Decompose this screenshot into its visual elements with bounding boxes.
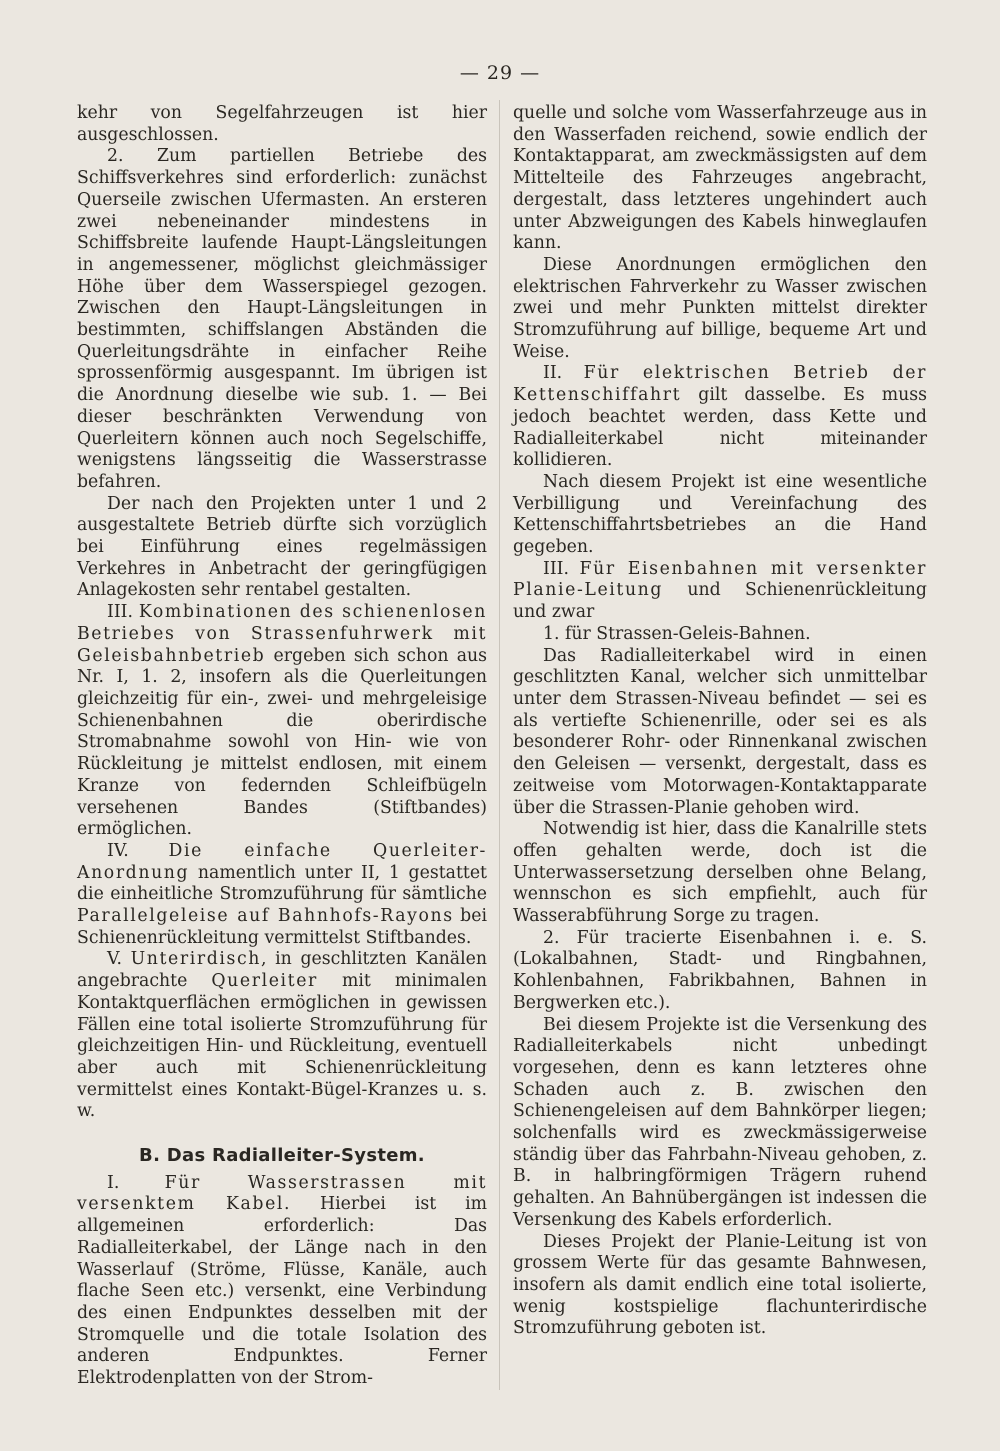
column-divider [499, 100, 500, 1390]
paragraph-text: mit minimalen Kontaktquerflächen ermöglichen in gewissen Fällen eine total isolierte Stromzuführung für gleichzeitigen Hin- und Rückleitung, eventuell aber auch mit Schienenrückleitung vermittelst eines Kontakt-Bügel-Kranzes u. s. w. [77, 971, 487, 1122]
paragraph-text: bei Schienenrückleitung vermittelst Stiftbandes. [77, 906, 487, 948]
paragraph [513, 559, 927, 624]
paragraph-text: gilt dasselbe. Es muss jedoch beachtet werden, dass Kette und Radialleiterkabel nicht miteinander kollidieren. [513, 385, 927, 471]
paragraph [77, 602, 487, 841]
emphasized-text: Parallelgeleise auf Bahnhofs-Rayons [77, 906, 454, 927]
paragraph: 1. für Strassen-Geleis-Bahnen. [543, 623, 811, 644]
paragraph: Nach diesem Projekt ist eine wesentliche Verbilligung und Vereinfachung des Kettenschiffahrtsbetriebes an die Hand gegeben. [513, 471, 927, 558]
emphasized-text: Querleiter [211, 971, 318, 992]
paragraph [77, 949, 487, 1123]
paragraph-lead: II. [543, 363, 584, 384]
paragraph: 2. Zum partiellen Betriebe des Schiffsverkehres sind erforderlich: zunächst Querseile zwischen Ufermasten. An ersteren zwei nebeneinander mindestens in Schiffsbreite laufende Haupt-Längsleitungen in angemessener, möglichst gleichmässiger Höhe über dem Wasserspiegel gezogen. Zwischen den Haupt-Längsleitungen in bestimmten, schiffslangen Abständen die Querleitungsdrähte in einfacher Reihe sprossenförmig ausgespannt. Im übrigen ist die Anordnung dieselbe wie sub. 1. — Bei dieser beschränkten Verwendung von Querleitern können auch noch Segelschiffe, wenigstens längsseitig die Wasserstrasse befahren. [77, 146, 487, 492]
paragraph-text: namentlich unter II, 1 gestattet die einheitliche Stromzuführung für sämtliche [77, 862, 487, 905]
right-column [513, 103, 927, 1340]
paragraph-text: ergeben sich schon aus Nr. I, 1. 2, insofern als die Querleitungen gleichzeitig für ein-, zwei- und mehrgeleisige Schienenbahnen die oberirdische Stromabnahme sowohl von Hin- wie von Rückleitung je mittelst endlosen, mit einem Kranze von federnden Schleifbügeln versehenen Bandes (Stiftbandes) ermöglichen. [77, 645, 487, 840]
paragraph: Diese Anordnungen ermöglichen den elektrischen Fahrverkehr zu Wasser zwischen zwei und mehr Punkten mittelst direkter Stromzuführung auf billige, bequeme Art und Weise. [513, 254, 927, 362]
emphasized-text: Unterirdisch [130, 949, 261, 970]
paragraph-text: Hierbei ist im allgemeinen erforderlich: Das Radialleiterkabel, der Länge nach in den Wasserlauf (Ströme, Flüsse, Kanäle, auch flache Seen etc.) versenkt, eine Verbindung des einen Endpunktes desselben mit der Stromquelle und die totale Isolation des anderen Endpunktes. Ferner Elektrodenplatten von der Strom- [77, 1194, 487, 1389]
paragraph: Notwendig ist hier, dass die Kanalrille stets offen gehalten werde, doch ist die Unterwassersetzung derselben ohne Belang, wennschon es sich empfiehlt, auch für Wasserabführung Sorge zu tragen. [513, 819, 927, 927]
paragraph: kehr von Segelfahrzeugen ist hier ausgeschlossen. [77, 103, 487, 145]
paragraph [77, 841, 487, 950]
paragraph: quelle und solche vom Wasserfahrzeuge aus in den Wasserfaden reichend, sowie endlich der Kontaktapparat, am zweckmässigsten auf dem Mittelteile des Fahrzeuges angebracht, dergestalt, dass letzteres ungehindert auch unter Abzweigungen des Kabels hinweglaufen kann. [513, 103, 927, 254]
paragraph-lead: III. [543, 558, 580, 579]
section-heading: B. Das Radialleiter-System. [139, 1145, 425, 1167]
paragraph: Dieses Projekt der Planie-Leitung ist von grossem Werte für das gesamte Bahnwesen, insofern als damit endlich eine total isolierte, wenig kostspielige flachunterirdische Stromzuführung geboten ist. [513, 1231, 927, 1339]
page-number: — 29 — [459, 62, 541, 84]
left-column [77, 103, 487, 1390]
emphasized-text: Kombinationen des schienenlosen Betriebes von Strassenfuhrwerk mit Geleisbahnbetrieb [77, 602, 487, 666]
paragraph: Das Radialleiterkabel wird in einen geschlitzten Kanal, welcher sich unmittelbar unter dem Strassen-Niveau befindet — sei es als vertiefte Schienenrille, oder sei es als besonderer Rohr- oder Rinnenkanal zwischen den Geleisen — versenkt, dergestalt, dass es zeitweise vom Motorwagen-Kontaktapparate über die Strassen-Planie gehoben wird. [513, 645, 927, 818]
paragraph-lead: IV. [107, 840, 169, 861]
paragraph-lead: V. [107, 949, 131, 970]
paragraph-lead: III. [107, 602, 139, 623]
paragraph-text: , in geschlitzten Kanälen angebrachte [77, 949, 487, 992]
paragraph: 2. Für tracierte Eisenbahnen i. e. S. (Lokalbahnen, Stadt- und Ringbahnen, Kohlenbahnen, Fabrikbahnen, Bahnen in Bergwerken etc.). [513, 927, 927, 1013]
emphasized-text: Die einfache Querleiter-Anordnung [77, 840, 487, 883]
paragraph: Der nach den Projekten unter 1 und 2 ausgestaltete Betrieb dürfte sich vorzüglich bei Einführung eines regelmässigen Verkehres in Anbetracht der geringfügigen Anlagekosten sehr rentabel gestalten. [77, 493, 487, 601]
emphasized-text: Für elektrischen Betrieb der Kettenschiffahrt [513, 363, 927, 406]
paragraph [513, 363, 927, 472]
emphasized-text: Für Eisenbahnen mit versenkter Planie-Leitung [513, 558, 928, 601]
emphasized-text: Für Wasserstrassen mit versenktem Kabel. [77, 1172, 487, 1215]
paragraph-lead: I. [107, 1172, 165, 1193]
paragraph [77, 1173, 487, 1390]
paragraph-text: und Schienenrückleitung und zwar [513, 580, 927, 623]
paragraph: Bei diesem Projekte ist die Versenkung des Radialleiterkabels nicht unbedingt vorgesehen, denn es kann letzteres ohne Schaden auch z. B. zwischen den Schienengeleisen auf dem Bahnkörper liegen; solchenfalls wird es zweckmässigerweise ständig über das Fahrbahn-Niveau gehoben, z. B. in halbringförmigen Trägern ruhend gehalten. An Bahnübergängen ist indessen die Versenkung des Kabels erforderlich. [513, 1014, 927, 1230]
